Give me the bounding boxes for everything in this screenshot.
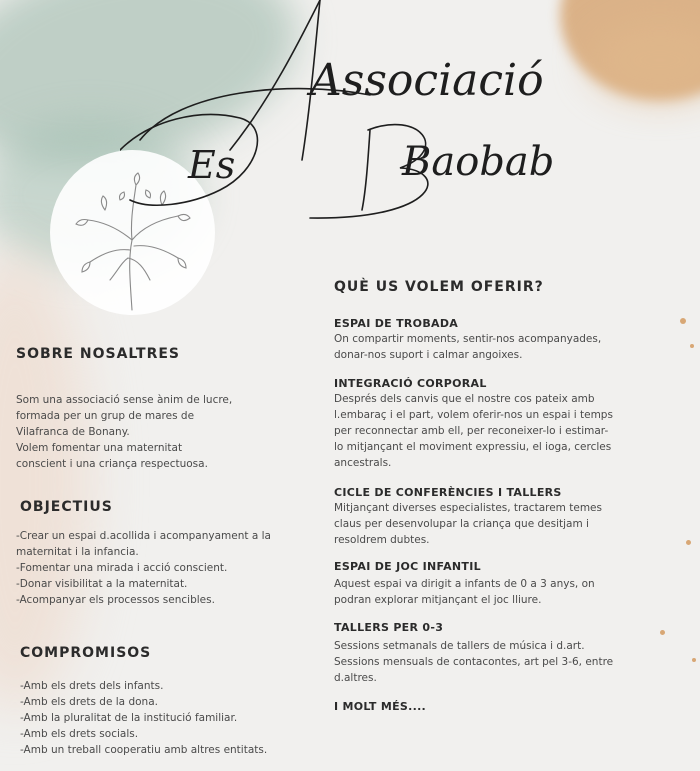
section-text xyxy=(334,391,684,471)
list-item: -Amb els drets de la dona. xyxy=(20,696,158,708)
list-item: -Amb un treball cooperatiu amb altres entitats. xyxy=(20,744,268,756)
section-text xyxy=(334,638,684,686)
section-line: Aquest espai va dirigit a infants de 0 a 3 anys, on xyxy=(334,578,595,590)
sobre-line: Volem fomentar una maternitat xyxy=(16,442,183,454)
section-line: Després dels canvis que el nostre cos pateix amb xyxy=(334,393,595,405)
logo xyxy=(120,0,600,244)
list-item: -Acompanyar els processos sencibles. xyxy=(16,594,215,606)
section-line: d.altres. xyxy=(334,672,377,684)
logo-line-3: Baobab xyxy=(402,139,555,185)
section-title: I MOLT MÉS.... xyxy=(334,700,427,713)
section-line: On compartir moments, sentir-nos acompanyades, xyxy=(334,333,602,345)
list-item: -Fomentar una mirada i acció conscient. xyxy=(16,562,228,574)
section-line: Mitjançant diverses especialistes, tractarem temes xyxy=(334,502,602,514)
logo-script xyxy=(120,0,600,240)
section-line: Sessions setmanals de tallers de música i d.art. xyxy=(334,640,585,652)
sobre-line: Som una associació sense ànim de lucre, xyxy=(16,394,233,406)
gold-fleck xyxy=(686,540,691,545)
list-item: -Amb els drets dels infants. xyxy=(20,680,164,692)
gold-fleck xyxy=(690,344,694,348)
section-line: donar-nos suport i calmar angoixes. xyxy=(334,349,523,361)
compromisos-title: COMPROMISOS xyxy=(20,645,152,661)
list-item: -Crear un espai d.acollida i acompanyament a la xyxy=(16,530,271,542)
sobre-line: conscient i una criança respectuosa. xyxy=(16,458,208,470)
section-line: per reconnectar amb ell, per reconeixer-lo i estimar- xyxy=(334,425,609,437)
logo-line-1: Associació xyxy=(310,55,544,106)
section-line: l.embaraç i el part, volem oferir-nos un espai i temps xyxy=(334,409,613,421)
gold-fleck xyxy=(680,318,686,324)
oferir-title: QUÈ US VOLEM OFERIR? xyxy=(334,279,544,295)
section-line: resoldrem dubtes. xyxy=(334,534,430,546)
objectius-title: OBJECTIUS xyxy=(20,499,113,515)
section-text xyxy=(334,576,684,608)
list-item: -Amb la pluralitat de la institució familiar. xyxy=(20,712,238,724)
section-line: lo mitjançant el moviment expressiu, el ioga, cercles xyxy=(334,441,612,453)
section-text xyxy=(334,500,684,548)
compromisos-list xyxy=(20,678,330,758)
list-item: -Amb els drets socials. xyxy=(20,728,139,740)
list-item: -Donar visibilitat a la maternitat. xyxy=(16,578,188,590)
section-line: claus per desenvolupar la criança que desitjam i xyxy=(334,518,589,530)
section-title: ESPAI DE JOC INFANTIL xyxy=(334,560,481,573)
logo-line-2: Es xyxy=(188,143,236,187)
section-title: ESPAI DE TROBADA xyxy=(334,317,459,330)
section-title: CICLE DE CONFERÈNCIES I TALLERS xyxy=(334,486,562,499)
sobre-text xyxy=(16,392,286,472)
watercolor-peach-left xyxy=(0,250,90,710)
sobre-line: Vilafranca de Bonany. xyxy=(16,426,130,438)
section-line: Sessions mensuals de contacontes, art pel 3-6, entre xyxy=(334,656,614,668)
section-text xyxy=(334,331,684,363)
gold-fleck xyxy=(692,658,696,662)
sobre-line: formada per un grup de mares de xyxy=(16,410,195,422)
list-item: maternitat i la infancia. xyxy=(16,546,139,558)
section-line: podran explorar mitjançant el joc lliure. xyxy=(334,594,542,606)
section-title: INTEGRACIÓ CORPORAL xyxy=(334,377,487,390)
section-title: TALLERS PER 0-3 xyxy=(334,621,444,634)
objectius-list xyxy=(16,528,326,608)
sobre-title: SOBRE NOSALTRES xyxy=(16,346,180,362)
gold-fleck xyxy=(660,630,665,635)
section-line: ancestrals. xyxy=(334,457,392,469)
